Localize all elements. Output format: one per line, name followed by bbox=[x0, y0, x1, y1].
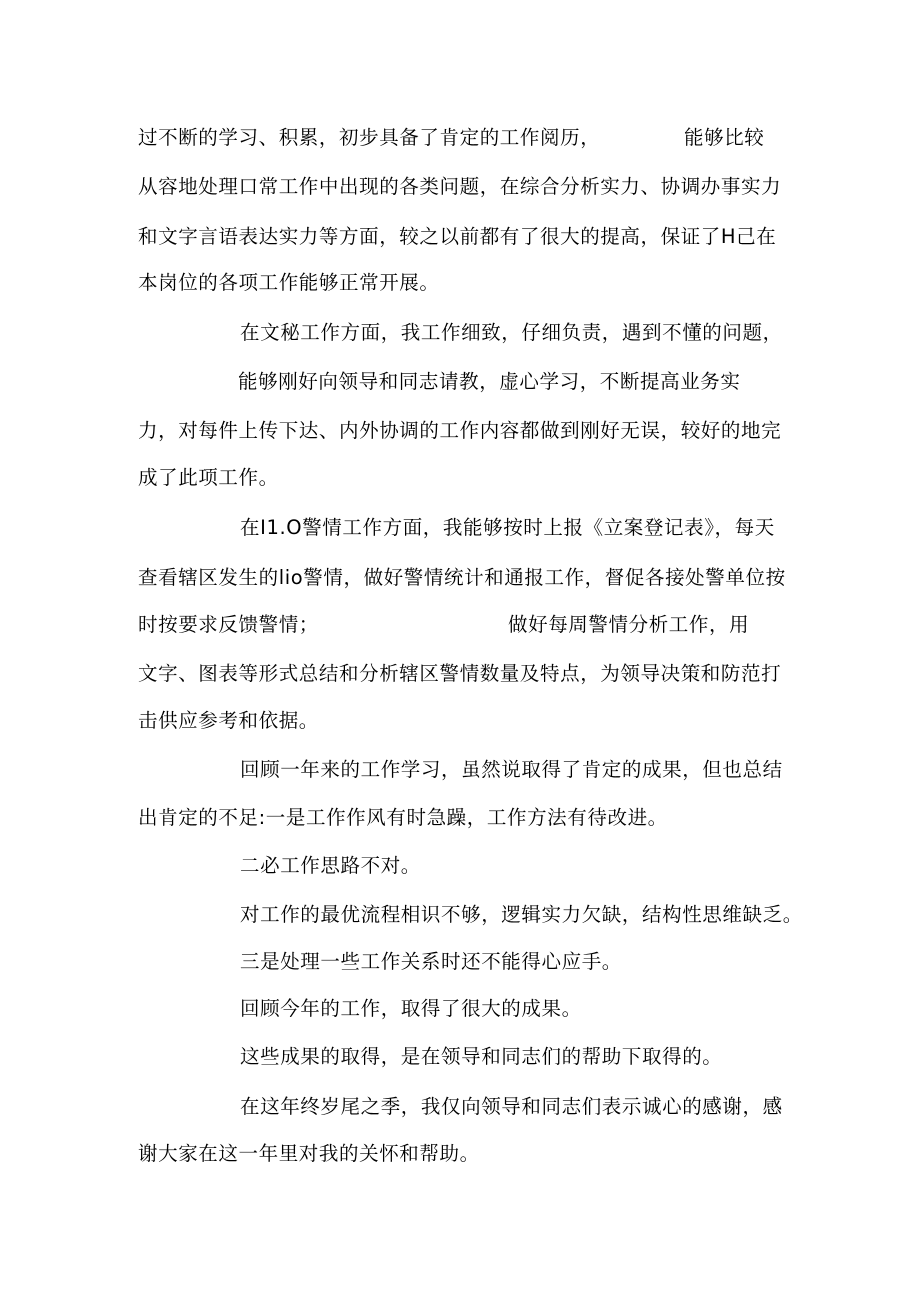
text-line bbox=[138, 566, 786, 590]
text-line bbox=[138, 175, 781, 199]
text-segment: 三是处理一些工作关系时还不能得心应手。 bbox=[240, 950, 622, 973]
text-segment: 二必工作思路不对。 bbox=[240, 854, 421, 877]
text-segment: 做好每周警情分析工作，用 bbox=[508, 613, 750, 636]
text-segment: 这些成果的取得，是在领导和同志们的帮助下取得的。 bbox=[240, 1045, 723, 1068]
text-segment: 回顾今年的工作，取得了很大的成果。 bbox=[240, 997, 582, 1020]
text-line bbox=[138, 709, 319, 733]
text-line bbox=[240, 950, 622, 974]
text-line bbox=[138, 271, 440, 295]
text-segment: 谢大家在这一年里对我的关怀和帮助。 bbox=[138, 1142, 480, 1165]
text-segment: 回顾一年来的工作学习，虽然说取得了肯定的成果，但也总结 bbox=[240, 758, 783, 781]
text-line bbox=[138, 613, 750, 637]
text-segment: 本岗位的各项工作能够正常开展。 bbox=[138, 271, 440, 294]
text-segment: 在I1.O警情工作方面，我能够按时上报《立案登记表》，每天 bbox=[240, 516, 775, 539]
text-segment: 过不断的学习、积累，初步具备了肯定的工作阅历， bbox=[138, 126, 601, 149]
text-line bbox=[138, 225, 776, 249]
text-line bbox=[138, 126, 765, 150]
text-line bbox=[240, 997, 582, 1021]
text-segment: 出肯定的不足:一是工作作风有时急躁，工作方法有待改进。 bbox=[138, 806, 668, 829]
text-segment: 对工作的最优流程相识不够，逻辑实力欠缺，结构性思维缺乏。 bbox=[240, 903, 803, 926]
text-segment: 和文字言语表达实力等方面，较之以前都有了很大的提高，保证了H己在 bbox=[138, 225, 777, 248]
text-line bbox=[240, 321, 783, 345]
text-segment: 文字、图表等形式总结和分析辖区警情数量及特点，为领导决策和防范打 bbox=[138, 662, 782, 685]
text-segment: 击供应参考和依据。 bbox=[138, 709, 319, 732]
text-line bbox=[240, 758, 783, 782]
text-line bbox=[240, 516, 775, 540]
text-segment: 在文秘工作方面，我工作细致，仔细负责，遇到不懂的问题， bbox=[240, 321, 783, 344]
text-line bbox=[138, 466, 279, 490]
text-line bbox=[138, 662, 781, 686]
text-segment: 时按要求反馈警情； bbox=[138, 613, 319, 636]
text-segment: 查看辖区发生的lio警情，做好警情统计和通报工作，督促各接处警单位按 bbox=[138, 566, 786, 589]
text-line bbox=[138, 1142, 480, 1166]
text-segment: 能够比较 bbox=[684, 126, 765, 149]
text-line bbox=[240, 1045, 722, 1069]
text-segment: 成了此项工作。 bbox=[138, 466, 279, 489]
text-line bbox=[238, 370, 741, 394]
text-line bbox=[240, 903, 803, 927]
text-line bbox=[240, 1095, 783, 1119]
text-line bbox=[138, 419, 781, 443]
text-line bbox=[240, 854, 421, 878]
text-line bbox=[138, 806, 668, 830]
text-segment: 能够刚好向领导和同志请教，虚心学习，不断提高业务实 bbox=[238, 370, 741, 393]
text-segment: 从容地处理口常工作中出现的各类问题，在综合分析实力、协调办事实力 bbox=[138, 175, 782, 198]
text-segment: 力，对每件上传下达、内外协调的工作内容都做到刚好无误，较好的地完 bbox=[138, 419, 782, 442]
text-segment: 在这年终岁尾之季，我仅向领导和同志们表示诚心的感谢，感 bbox=[240, 1095, 783, 1118]
